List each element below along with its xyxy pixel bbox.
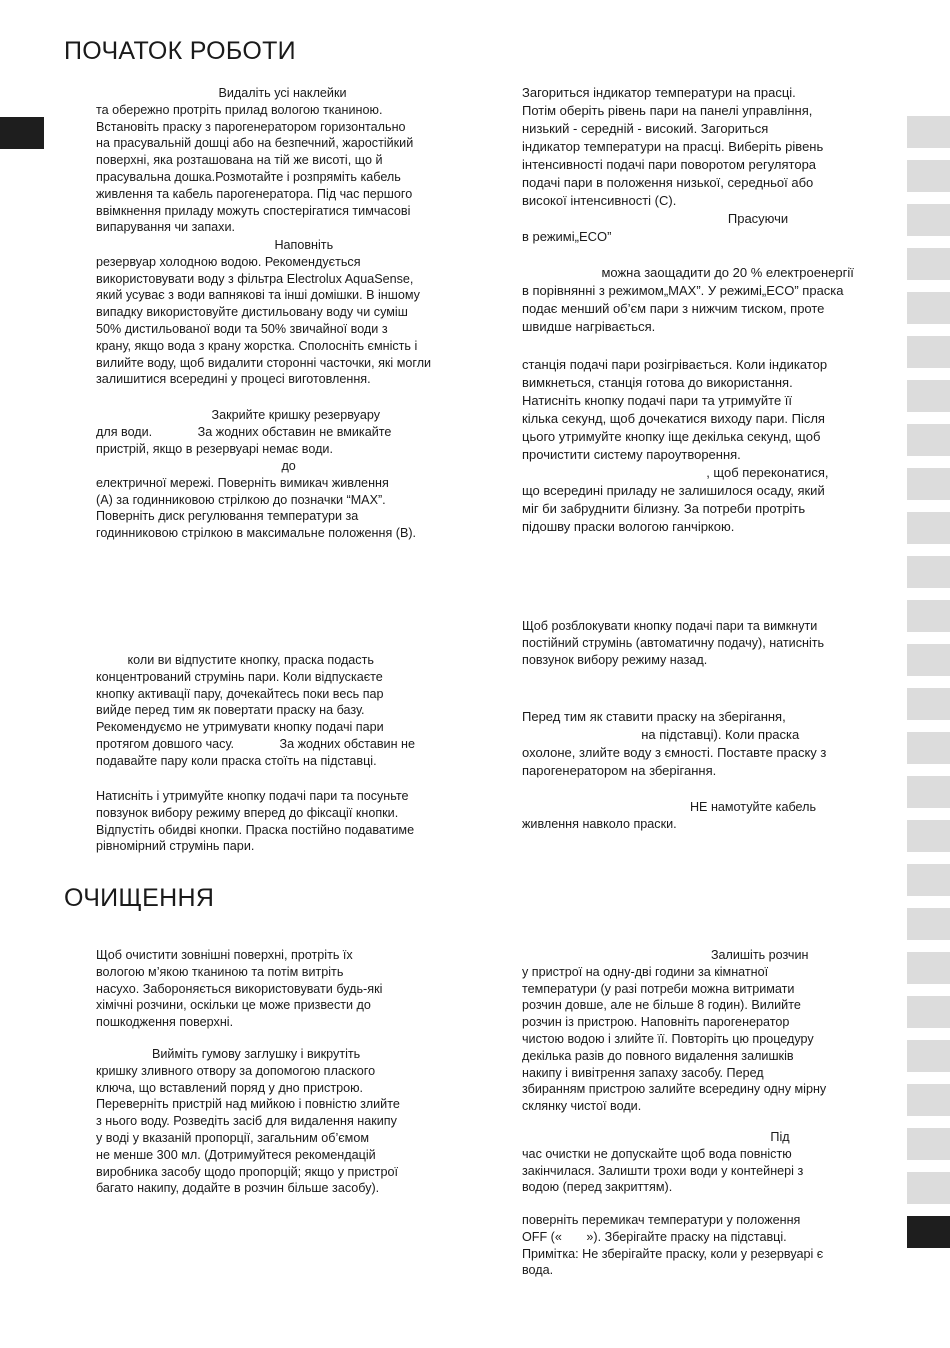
- paragraph-water-warning: Під час очистки не допускайте щоб вода повністю закінчилася. Залишти трохи води у контейнері з водою (перед закриттям).: [522, 1130, 804, 1195]
- language-tab: [907, 864, 950, 896]
- language-tab: [907, 776, 950, 808]
- language-tab: [907, 160, 950, 192]
- language-tab: [907, 1084, 950, 1116]
- language-tab: [907, 204, 950, 236]
- language-tab: [907, 248, 950, 280]
- paragraph-descale-leave: Залишіть розчин у пристрої на одну-дві години за кімнатної температури (у разі потреби можна витримати розчин довше, але не більше 8 годин). Вилийте розчин із пристрою. Наповніть парогенератор чистою водою і злийте її. Повторіть цю процедуру декілька разів до повного видалення залишків накипу і вивітрення запаху засобу. Перед збиранням пристрою залийте всередину одну мірну склянку чистої води.: [522, 948, 827, 1114]
- paragraph-steam-shot: коли ви відпустите кнопку, праска подасть концентрований струмінь пари. Коли відпускаєте кнопку активації пару, дочекайтесь поки весь пар вийде перед тим як повертати праску на базу. Рекомендуємо не утримувати кнопку подачі пари протягом довшого часу. За жодних обставин не подавайте пару коли праска стоїть на підставці.: [96, 653, 416, 768]
- language-tab: [907, 1128, 950, 1160]
- language-tab: [907, 732, 950, 764]
- paragraph-descale-prepare: Вийміть гумову заглушку і викрутіть кришку зливного отвору за допомогою плаского ключа, що вставлений поряд у дно пристрою. Переверніть пристрій над мийкою і повністю злийте з нього воду. Розведіть засіб для видалення накипу у воді у вказаній пропорції, загальним об’ємом не менше 300 мл. (Дотримуйтеся рекомендацій виробника засобу щодо пропорцій; якщо у пристрої багато накипу, додайте в розчин більше засобу).: [96, 1047, 400, 1196]
- language-tab: [907, 644, 950, 676]
- paragraph-clean-surfaces: Щоб очистити зовнішні поверхні, протріть їх вологою м’якою тканиною та потім витріть насухо. Забороняється використовувати будь-які хімічні розчини, оскільки це може призвести до пошкодження поверхні.: [96, 948, 383, 1030]
- language-tab: [907, 1040, 950, 1072]
- section-title-cleaning: ОЧИЩЕННЯ: [64, 884, 215, 912]
- paragraph-steam-level: Загориться індикатор температури на прасці. Потім оберіть рівень пари на панелі управління, низький - середній - високий. Загориться індикатор температури на прасці. Виберіть рівень інтенсивності подачі пари поворотом регулятора подачі пари в положення низької, середньої або високої інтенсивності (C). Прасуючи в режимі„ECO”: [522, 85, 824, 244]
- language-tab: [907, 600, 950, 632]
- language-tab: [907, 336, 950, 368]
- paragraph-unlock-steam: Щоб розблокувати кнопку подачі пари та вимкнути постійний струмінь (автоматичну подачу), натисніть повзунок вибору режиму назад.: [522, 619, 825, 667]
- paragraph-fill-reservoir: Наповніть резервуар холодною водою. Рекомендується використовувати воду з фільтра Electrolux AquaSense, який усуває з води вапнякові та інші домішки. В іншому випадку використовуйте дистильовану воду чи суміш 50% дистильованої води та 50% звичайної води з крану, якщо вода з крану жорстка. Сполосніть ємність і вилийте воду, щоб видалити сторонні часточки, які могли залишитися всередині у процесі виготовлення.: [96, 238, 432, 387]
- language-tab: [907, 116, 950, 148]
- language-tab: [907, 952, 950, 984]
- left-marker-tab: [0, 117, 44, 149]
- language-tab: [907, 424, 950, 456]
- paragraph-connect-power: до електричної мережі. Поверніть вимикач живлення (A) за годинниковою стрілкою до позначки “MAX”. Поверніть диск регулювання температури за годинниковою стрілкою в максимальне положення (B).: [96, 459, 417, 541]
- language-tab: [907, 380, 950, 412]
- paragraph-cable-warning: НЕ намотуйте кабель живлення навколо праски.: [522, 800, 817, 831]
- language-tab-active: [907, 1216, 950, 1248]
- paragraph-first-use: Видаліть усі наклейки та обережно протріть прилад вологою тканиною. Встановіть праску з парогенератором горизонтально на прасувальній дошці або на безпечний, жаростійкий поверхні, яка розташована на тій же висоті, що й прасувальна дошка.Розмотайте і розпряміть кабель живлення та кабель парогенератора. Під час першого ввімкнення приладу можуть спостерігатися тимчасові випарування чи запахи.: [96, 86, 414, 235]
- language-tab: [907, 908, 950, 940]
- paragraph-continuous-steam: Натисніть і утримуйте кнопку подачі пари та посуньте повзунок вибору режиму вперед до фіксації кнопки. Відпустіть обидві кнопки. Праска постійно подаватиме рівномірний струмінь пари.: [96, 789, 415, 854]
- language-tab: [907, 556, 950, 588]
- paragraph-heating: станція подачі пари розігрівається. Коли індикатор вимкнеться, станція готова до використання. Натисніть кнопку подачі пари та утримуйте її кілька секунд, щоб дочекатися виходу пари. Після цього утримуйте кнопку іще декілька секунд, щоб прочистити систему пароутворення. , щоб переконатися, що всередині приладу не залишилося осаду, який міг би забруднити білизну. За потреби протріть підошву праски вологою ганчіркою.: [522, 357, 829, 534]
- language-tab: [907, 1172, 950, 1204]
- language-tab: [907, 996, 950, 1028]
- section-title-start: ПОЧАТОК РОБОТИ: [64, 37, 296, 65]
- paragraph-switch-off: поверніть перемикач температури у положення OFF (« »). Зберігайте праску на підставці. Примітка: Не зберігайте праску, коли у резервуарі є вода.: [522, 1213, 824, 1278]
- language-tab: [907, 512, 950, 544]
- language-tab: [907, 292, 950, 324]
- paragraph-close-lid: Закрийте кришку резервуару для води. За жодних обставин не вмикайте пристрій, якщо в резервуарі немає води.: [96, 408, 392, 456]
- paragraph-eco-mode: можна заощадити до 20 % електроенергії в порівнянні з режимом„MAX”. У режимі„ECO” праска подає менший об’єм пари з нижчим тиском, проте швидше нагрівається.: [522, 265, 854, 334]
- paragraph-storage: Перед тим як ставити праску на зберігання, на підставці). Коли праска охолоне, злийте воду з ємності. Поставте праску з парогенератором на зберігання.: [522, 709, 827, 778]
- language-tab: [907, 820, 950, 852]
- language-tab: [907, 468, 950, 500]
- language-tab: [907, 688, 950, 720]
